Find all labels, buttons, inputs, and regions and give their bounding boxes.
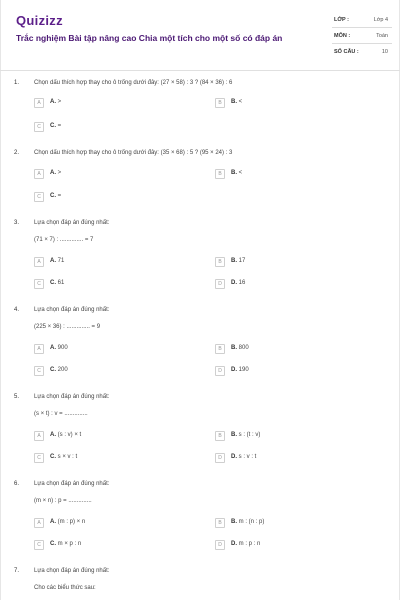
meta-value: Toán	[376, 33, 388, 39]
option-label: D.	[231, 541, 237, 547]
option-letter-box: B	[215, 257, 225, 267]
option-label: A.	[50, 519, 56, 525]
option-label: A.	[50, 170, 56, 176]
meta-row-subject	[332, 28, 392, 44]
option-label: B.	[231, 432, 237, 438]
option-label: C.	[50, 123, 56, 129]
question-expression: (s × t) : v = ..............	[34, 411, 88, 417]
question-text: Chọn dấu thích hợp thay cho ô trống dưới đây: (27 × 58) : 3 ? (84 × 36) : 6	[34, 80, 233, 86]
option-letter-box: A	[34, 344, 44, 354]
question-number: 4.	[14, 307, 20, 313]
option-letter-box: D	[215, 366, 225, 376]
option-text: s : (t : v)	[238, 432, 261, 438]
option-letter-box: B	[215, 431, 225, 441]
option-letter-box: B	[215, 518, 225, 528]
option-letter-box: C	[34, 540, 44, 550]
meta-row-class	[332, 12, 392, 28]
option-letter-box: C	[34, 453, 44, 463]
question-text: Chọn dấu thích hợp thay cho ô trống dưới đây: (35 × 68) : 5 ? (95 × 24) : 3	[34, 150, 233, 156]
option-label: B.	[231, 99, 237, 105]
option-text: >	[57, 99, 62, 105]
question-number: 3.	[14, 220, 20, 226]
option-label: D.	[231, 454, 237, 460]
question-text: Lựa chọn đáp án đúng nhất:	[34, 481, 110, 487]
option-label: C.	[50, 367, 56, 373]
option-letter-box: C	[34, 366, 44, 376]
option-text: 800	[238, 345, 249, 351]
question-number: 6.	[14, 481, 20, 487]
option-text: =	[57, 193, 62, 199]
question-text: Lựa chọn đáp án đúng nhất:	[34, 568, 110, 574]
option-text: 71	[57, 258, 65, 264]
option-letter-box: D	[215, 279, 225, 289]
option-letter-box: A	[34, 98, 44, 108]
question-expression: (m × n) : p = ..............	[34, 498, 92, 504]
option-label: A.	[50, 258, 56, 264]
option-letter-box: B	[215, 169, 225, 179]
option-letter-box: D	[215, 540, 225, 550]
option-text: 900	[57, 345, 68, 351]
option-text: (m : p) × n	[57, 519, 86, 525]
option-text: 61	[57, 280, 65, 286]
option-label: A.	[50, 99, 56, 105]
question-text: Lựa chọn đáp án đúng nhất:	[34, 220, 110, 226]
option-text: 16	[238, 280, 246, 286]
meta-box	[332, 12, 392, 60]
page-title: Trắc nghiệm Bài tập nâng cao Chia một tích cho một số có đáp án	[16, 33, 283, 43]
option-label: C.	[50, 541, 56, 547]
option-text: =	[57, 123, 62, 129]
option-label: D.	[231, 367, 237, 373]
question-number: 1.	[14, 80, 20, 86]
question-number: 5.	[14, 394, 20, 400]
option-text: 190	[238, 367, 249, 373]
question-text: Lựa chọn đáp án đúng nhất:	[34, 394, 110, 400]
option-label: D.	[231, 280, 237, 286]
option-letter-box: B	[215, 344, 225, 354]
option-text: (s : v) × t	[57, 432, 82, 438]
option-text: <	[238, 99, 243, 105]
option-label: A.	[50, 345, 56, 351]
option-text: m : (n : p)	[238, 519, 265, 525]
question-expression: (71 × 7) : .............. = 7	[34, 237, 94, 243]
meta-row-count	[332, 44, 392, 60]
meta-value: Lớp 4	[373, 17, 388, 23]
option-label: C.	[50, 193, 56, 199]
option-text: s : v : t	[238, 454, 257, 460]
header-divider	[0, 70, 400, 71]
option-letter-box: A	[34, 431, 44, 441]
option-letter-box: D	[215, 453, 225, 463]
worksheet-header	[0, 0, 400, 72]
option-label: B.	[231, 345, 237, 351]
question-expression: Cho các biểu thức sau:	[34, 585, 96, 591]
option-label: A.	[50, 432, 56, 438]
option-label: C.	[50, 280, 56, 286]
meta-label: LỚP :	[334, 17, 349, 23]
question-expression: (225 × 36) : .............. = 9	[34, 324, 101, 330]
option-label: B.	[231, 258, 237, 264]
option-letter-box: A	[34, 169, 44, 179]
option-text: 17	[238, 258, 246, 264]
option-text: 200	[57, 367, 68, 373]
meta-label: SỐ CÂU :	[334, 49, 359, 55]
option-label: B.	[231, 170, 237, 176]
option-letter-box: C	[34, 279, 44, 289]
meta-value: 10	[381, 49, 388, 55]
option-letter-box: B	[215, 98, 225, 108]
quizizz-logo: Quizizz	[16, 13, 63, 28]
question-text: Lựa chọn đáp án đúng nhất:	[34, 307, 110, 313]
option-label: B.	[231, 519, 237, 525]
option-letter-box: C	[34, 192, 44, 202]
option-letter-box: A	[34, 518, 44, 528]
option-text: <	[238, 170, 243, 176]
option-text: s × v : t	[57, 454, 78, 460]
option-text: >	[57, 170, 62, 176]
option-letter-box: A	[34, 257, 44, 267]
option-text: m × p : n	[57, 541, 82, 547]
option-letter-box: C	[34, 122, 44, 132]
option-text: m : p : n	[238, 541, 261, 547]
option-label: C.	[50, 454, 56, 460]
question-number: 2.	[14, 150, 20, 156]
question-number: 7.	[14, 568, 20, 574]
meta-label: MÔN :	[334, 33, 351, 39]
